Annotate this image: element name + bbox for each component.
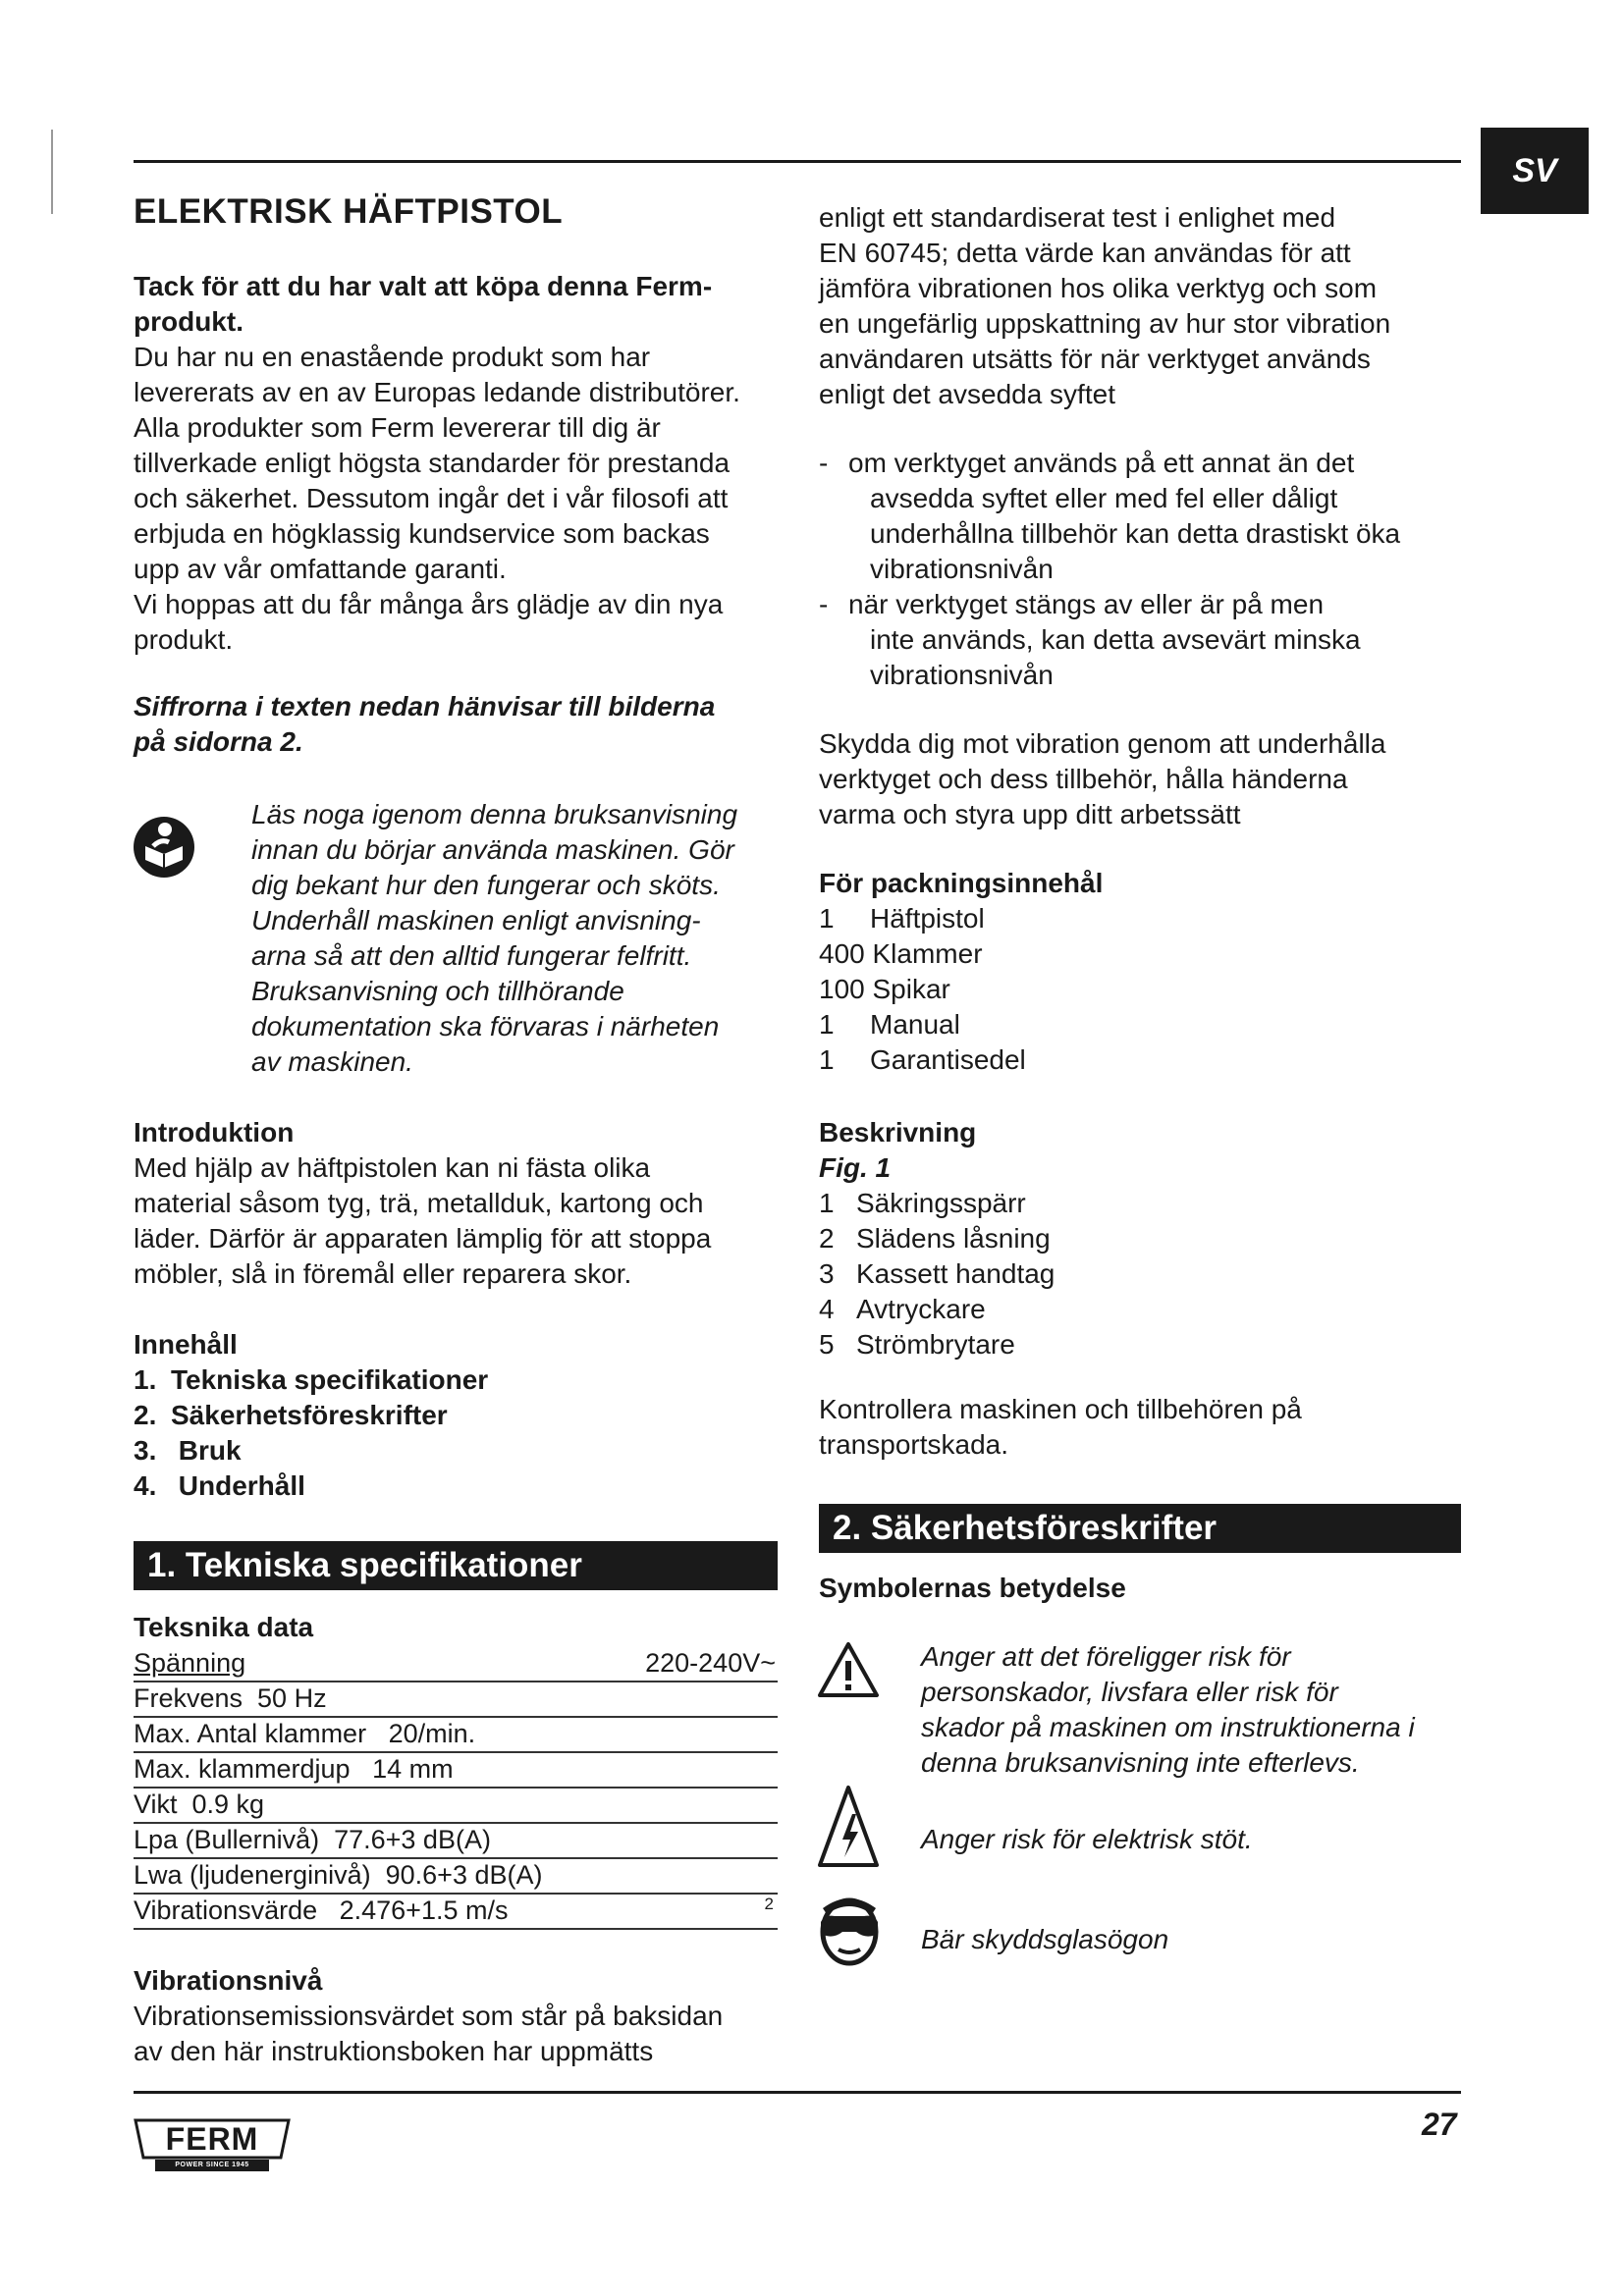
vibration-continued [819, 200, 1467, 412]
vibration-bullets [819, 446, 1467, 693]
bullet-item: - när verktyget stängs av eller är på men inte används, kan detta avsevärt minska vibrationsnivån [819, 589, 1361, 690]
logo-tagline: POWER SINCE 1945 [175, 2162, 249, 2168]
introduction-line: läder. Därför är apparaten lämplig för att stoppa [134, 1223, 712, 1254]
specs-heading: Teksnika data [134, 1612, 314, 1642]
symbols-heading: Symbolernas betydelse [819, 1573, 1126, 1603]
packing-item: 100 Spikar [819, 974, 950, 1004]
thanks-line: produkt. [134, 306, 244, 337]
contents-item[interactable]: 4. Underhåll [134, 1470, 305, 1501]
contents-heading: Innehåll [134, 1329, 238, 1360]
description-item: 4 Avtryckare [819, 1294, 986, 1324]
thanks-line: Tack för att du har valt att köpa denna Ferm- [134, 271, 713, 301]
vibration-line: enligt det avsedda syftet [819, 379, 1115, 409]
vibration-line: användaren utsätts för när verktyget används [819, 344, 1371, 374]
vibration-section [134, 1963, 782, 2069]
intro-line: levererats av en av Europas ledande distributörer. [134, 377, 740, 407]
vibration-line: EN 60745; detta värde kan användas för att [819, 238, 1351, 268]
intro-line: produkt. [134, 624, 234, 655]
read-manual-note [251, 797, 782, 1080]
packing-heading: För packningsinnehål [819, 868, 1104, 898]
description-item: 5 Strömbrytare [819, 1329, 1015, 1360]
protect-paragraph [819, 726, 1467, 832]
section-bar-specs: 1. Tekniska specifikationer [134, 1541, 778, 1590]
intro-line: upp av vår omfattande garanti. [134, 554, 507, 584]
figure-label: Fig. 1 [819, 1152, 892, 1183]
spec-row: Lpa (Bullernivå) 77.6+3 dB(A) [134, 1824, 778, 1859]
packing-item: 400 Klammer [819, 938, 983, 969]
page-title: ELEKTRISK HÄFTPISTOL [134, 192, 564, 231]
spec-row: Vikt 0.9 kg [134, 1789, 778, 1824]
spec-row: Frekvens 50 Hz [134, 1682, 778, 1718]
safety-goggles-icon [815, 1893, 884, 1967]
vibration-line: enligt ett standardiserat test i enlighet med [819, 202, 1336, 233]
read-note-line: innan du börjar använda maskinen. Gör [251, 834, 734, 865]
check-line: transportskada. [819, 1429, 1008, 1460]
intro-line: Vi hoppas att du får många års glädje av din nya [134, 589, 724, 619]
spec-row: Max. klammerdjup 14 mm [134, 1753, 778, 1789]
introduction-heading: Introduktion [134, 1117, 295, 1148]
check-paragraph [819, 1392, 1467, 1463]
warning-line: denna bruksanvisning inte efterlevs. [921, 1747, 1360, 1778]
read-note-line: dokumentation ska förvaras i närheten [251, 1011, 720, 1041]
protect-line: Skydda dig mot vibration genom att underhålla [819, 728, 1386, 759]
read-note-line: av maskinen. [251, 1046, 413, 1077]
introduction-line: material såsom tyg, trä, metallduk, kartong och [134, 1188, 704, 1218]
header-rule [134, 160, 1461, 163]
packing-section [819, 866, 1467, 1078]
description-section [819, 1115, 1467, 1362]
vibration-line: Vibrationsemissionsvärdet som står på baksidan [134, 2001, 724, 2031]
read-note-line: Underhåll maskinen enligt anvisning- [251, 905, 701, 935]
language-tab: SV [1481, 128, 1589, 214]
read-note-line: dig bekant hur den fungerar och sköts. [251, 870, 721, 900]
spec-row: Spänning 220-240V~ [134, 1647, 778, 1682]
margin-mark [51, 130, 53, 214]
description-item: 1 Säkringsspärr [819, 1188, 1026, 1218]
warning-line: personskador, livsfara eller risk för [921, 1677, 1338, 1707]
description-heading: Beskrivning [819, 1117, 977, 1148]
bullet-item: - om verktyget används på ett annat än det avsedda syftet eller med fel eller dåligt underhållna tillbehör kan detta drastiskt öka vibrationsnivån [819, 448, 1401, 584]
page-number: 27 [1422, 2107, 1457, 2142]
contents-item[interactable]: 1. Tekniska specifikationer [134, 1364, 489, 1395]
read-manual-icon [132, 803, 196, 889]
footer-rule [134, 2091, 1461, 2094]
warning-icon [817, 1641, 880, 1698]
contents-item[interactable]: 2. Säkerhetsföreskrifter [134, 1400, 448, 1430]
intro-line: erbjuda en högklassig kundservice som backas [134, 518, 710, 549]
intro-block [134, 269, 782, 658]
spec-row: Vibrationsvärde 2.476+1.5 m/s 2 [134, 1895, 778, 1930]
ferm-logo [134, 2118, 291, 2175]
contents-section [134, 1327, 782, 1504]
intro-line: och säkerhet. Dessutom ingår det i vår filosofi att [134, 483, 729, 513]
description-item: 2 Slädens låsning [819, 1223, 1051, 1254]
packing-item: 1 Häftpistol [819, 903, 985, 934]
vibration-line: jämföra vibrationen hos olika verktyg och som [819, 273, 1378, 303]
figure-note-line: på sidorna 2. [134, 726, 303, 757]
introduction-line: möbler, slå in föremål eller reparera skor. [134, 1258, 632, 1289]
read-note-line: arna så att den alltid fungerar felfritt. [251, 940, 692, 971]
electric-shock-icon [817, 1785, 880, 1869]
goggles-note: Bär skyddsglasögon [921, 1924, 1169, 1954]
contents-item[interactable]: 3. Bruk [134, 1435, 242, 1466]
protect-line: varma och styra upp ditt arbetssätt [819, 799, 1241, 829]
figure-note-line: Siffrorna i texten nedan hänvisar till bilderna [134, 691, 716, 721]
vibration-line: av den här instruktionsboken har uppmätts [134, 2036, 654, 2066]
electric-note: Anger risk för elektrisk stöt. [921, 1824, 1253, 1854]
warning-note [921, 1639, 1471, 1781]
introduction-line: Med hjälp av häftpistolen kan ni fästa olika [134, 1152, 651, 1183]
figure-note [134, 689, 782, 760]
introduction-section [134, 1115, 782, 1292]
intro-line: Alla produkter som Ferm levererar till dig är [134, 412, 661, 443]
warning-line: skador på maskinen om instruktionerna i [921, 1712, 1415, 1742]
section-bar-safety: 2. Säkerhetsföreskrifter [819, 1504, 1461, 1553]
protect-line: verktyget och dess tillbehör, hålla händerna [819, 764, 1348, 794]
read-note-line: Läs noga igenom denna bruksanvisning [251, 799, 738, 829]
read-note-line: Bruksanvisning och tillhörande [251, 976, 624, 1006]
spec-row: Lwa (ljudenerginivå) 90.6+3 dB(A) [134, 1859, 778, 1895]
intro-line: tillverkade enligt högsta standarder för prestanda [134, 448, 731, 478]
vibration-heading: Vibrationsnivå [134, 1965, 323, 1996]
packing-item: 1 Garantisedel [819, 1044, 1026, 1075]
logo-text: FERM [165, 2121, 259, 2157]
check-line: Kontrollera maskinen och tillbehören på [819, 1394, 1302, 1424]
warning-line: Anger att det föreligger risk för [921, 1641, 1291, 1672]
spec-row: Max. Antal klammer 20/min. [134, 1718, 778, 1753]
intro-line: Du har nu en enastående produkt som har [134, 342, 651, 372]
vibration-line: en ungefärlig uppskattning av hur stor vibration [819, 308, 1391, 339]
description-item: 3 Kassett handtag [819, 1258, 1056, 1289]
packing-item: 1 Manual [819, 1009, 960, 1040]
